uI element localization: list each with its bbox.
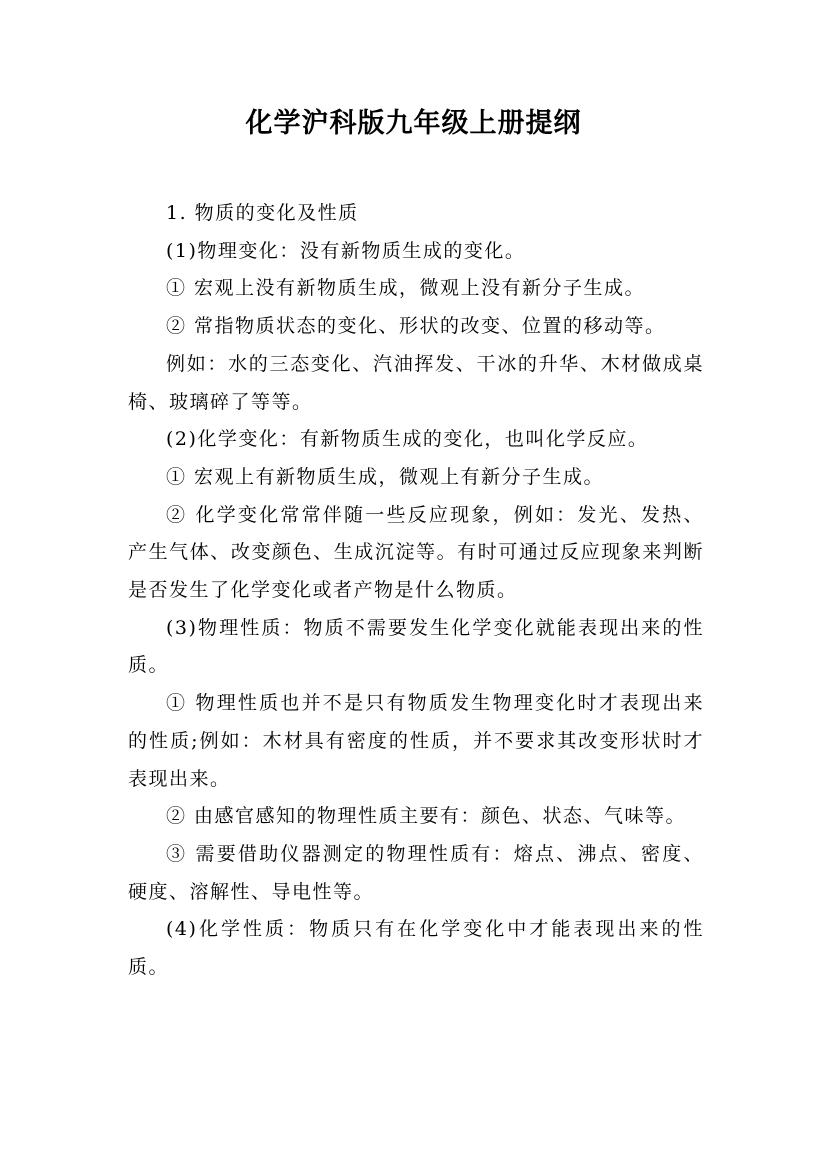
heading-1-material-changes: 1. 物质的变化及性质 <box>166 202 359 224</box>
paragraph-chemical-property: (4)化学性质：物质只有在化学变化中才能表现出来的性质。 <box>128 918 704 979</box>
document-body <box>128 195 704 987</box>
paragraph-chemical-change-point-2: ② 化学变化常常伴随一些反应现象，例如：发光、发热、产生气体、改变颜色、生成沉淀等。有时可通过反应现象来判断是否发生了化学变化或者产物是什么物质。 <box>128 503 704 602</box>
paragraph-physical-change-point-1: ① 宏观上没有新物质生成，微观上没有新分子生成。 <box>166 277 646 300</box>
paragraph-chemical-change-point-1: ① 宏观上有新物质生成，微观上有新分子生成。 <box>166 465 605 488</box>
paragraph-physical-change-point-2: ② 常指物质状态的变化、形状的改变、位置的移动等。 <box>166 315 666 338</box>
paragraph-physical-property-point-3: ③ 需要借助仪器测定的物理性质有：熔点、沸点、密度、硬度、溶解性、导电性等。 <box>128 842 704 903</box>
paragraph-physical-change: (1)物理变化：没有新物质生成的变化。 <box>166 239 526 262</box>
paragraph-chemical-change: (2)化学变化：有新物质生成的变化，也叫化学反应。 <box>166 428 649 451</box>
paragraph-physical-property: (3)物理性质：物质不需要发生化学变化就能表现出来的性质。 <box>128 616 704 677</box>
paragraph-physical-property-point-2: ② 由感官感知的物理性质主要有：颜色、状态、气味等。 <box>166 805 687 828</box>
paragraph-physical-property-point-1: ① 物理性质也并不是只有物质发生物理变化时才表现出来的性质;例如：木材具有密度的性质，并不要求其改变形状时才表现出来。 <box>128 692 704 790</box>
document-title: 化学沪科版九年级上册提纲 <box>245 108 582 139</box>
paragraph-physical-change-example: 例如：水的三态变化、汽油挥发、干冰的升华、木材做成桌椅、玻璃碎了等等。 <box>128 352 704 413</box>
